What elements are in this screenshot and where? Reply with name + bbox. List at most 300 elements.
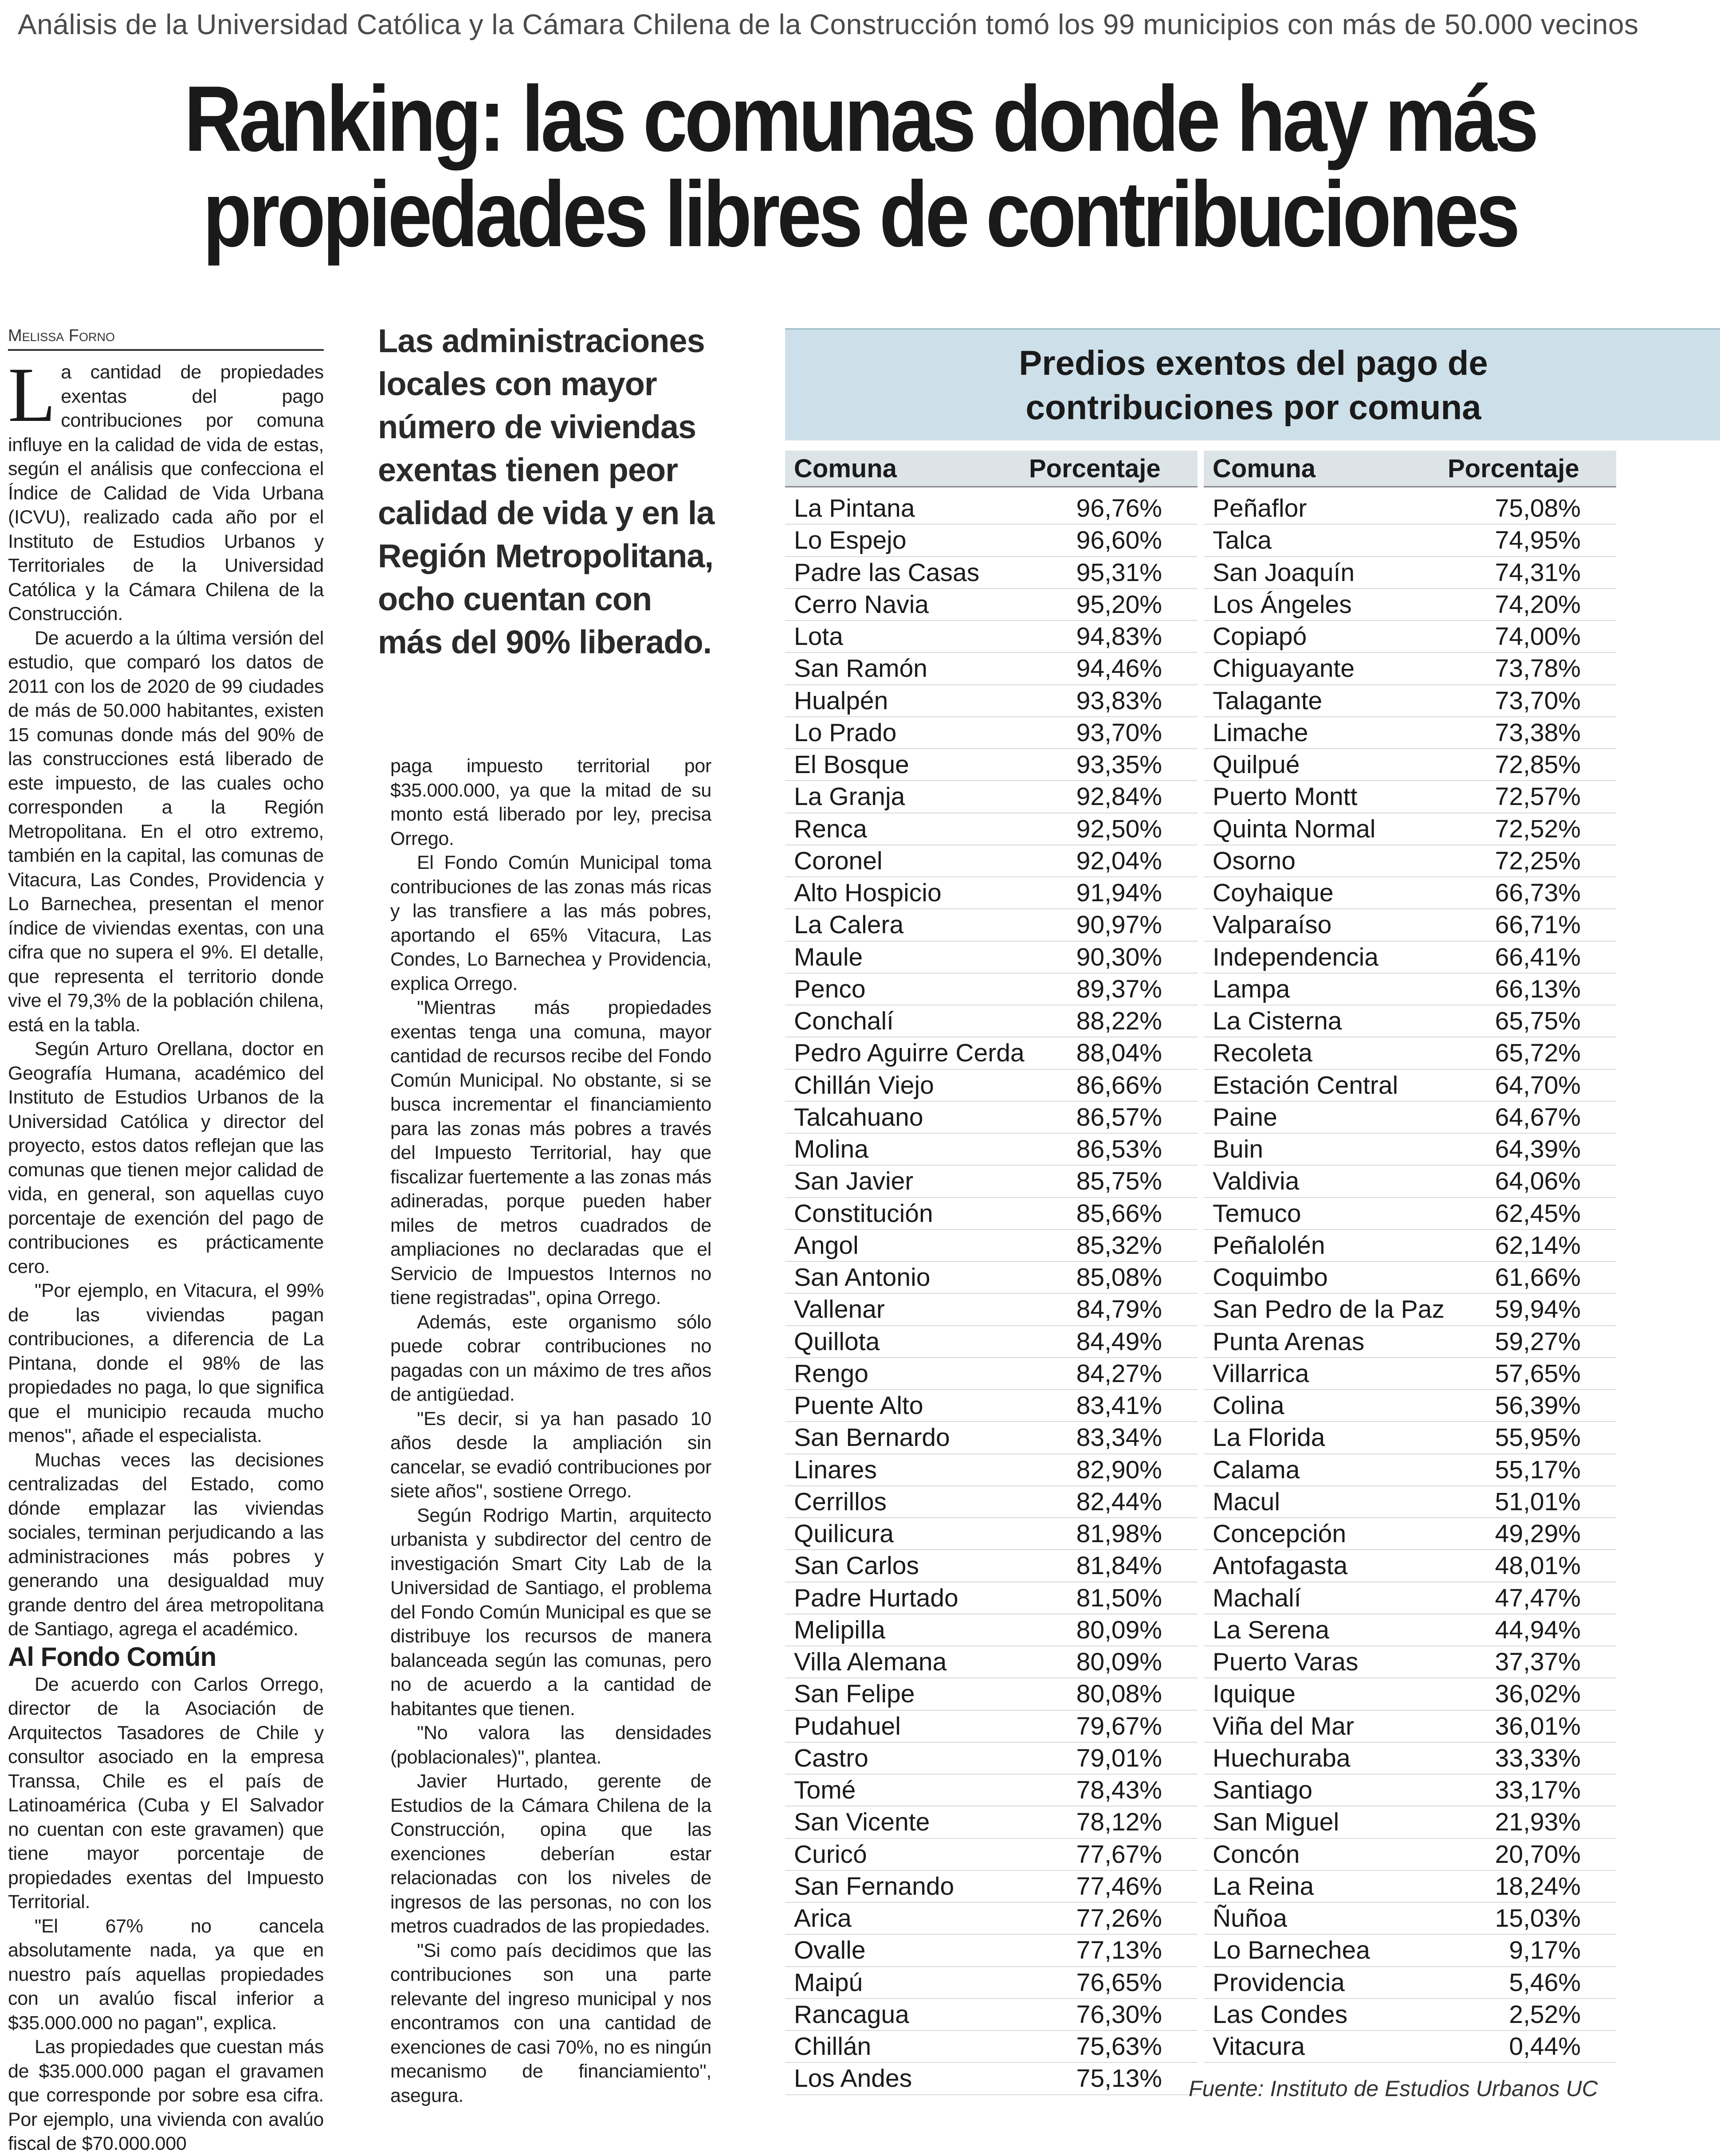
exemption-percentage: 73,38%	[1495, 718, 1581, 747]
exemption-percentage: 77,13%	[1076, 1936, 1162, 1965]
table-row	[1204, 974, 1616, 1005]
exemption-percentage: 82,44%	[1076, 1487, 1162, 1516]
exemption-percentage: 85,32%	[1076, 1231, 1162, 1260]
table-row	[1204, 1999, 1616, 2031]
table-row	[785, 2063, 1198, 2095]
exemption-percentage: 86,66%	[1076, 1071, 1162, 1100]
table-row	[785, 1583, 1198, 1614]
comuna-name: Valdivia	[1213, 1167, 1300, 1196]
exemption-percentage: 44,94%	[1495, 1615, 1581, 1644]
table-row	[785, 1614, 1198, 1646]
exemption-percentage: 74,00%	[1495, 622, 1581, 651]
comuna-name: Quilicura	[794, 1520, 894, 1548]
comuna-name: Arica	[794, 1904, 852, 1933]
table-row	[1204, 1454, 1616, 1486]
table-row	[785, 877, 1198, 909]
table-row	[1204, 1166, 1616, 1198]
exemption-percentage: 95,31%	[1076, 558, 1162, 587]
exemption-percentage: 57,65%	[1495, 1359, 1581, 1388]
headline-line-1: Ranking: las comunas donde hay más	[184, 67, 1536, 171]
article-paragraph: "Mientras más propiedades exentas tenga una comuna, mayor cantidad de recursos recibe del Fondo Común Municipal. No obstante, si se busca incrementar el financiamiento para las zonas más pobres a través del Impuesto Territorial, hay que fiscalizar fuertemente a las zonas más adineradas, porque pueden haber miles de metros cuadrados de ampliaciones no declaradas que el Servicio de Impuestos Internos no tiene registradas", opina Orrego.	[390, 997, 711, 1308]
article-paragraph: Según Rodrigo Martin, arquitecto urbanista y subdirector del centro de investigación Smart City Lab de la Universidad de Santiago, el problema del Fondo Común Municipal es que se distribuye los recursos de manera balanceada según las comunas, pero no de acuerdo a la cantidad de habitantes que tienen.	[390, 1504, 711, 1720]
table-row	[785, 1839, 1198, 1871]
exemption-percentage: 64,67%	[1495, 1103, 1581, 1131]
table-row	[1204, 1775, 1616, 1806]
exemption-percentage: 93,35%	[1076, 750, 1162, 779]
article-paragraph: "Si como país decidimos que las contribuciones son una parte relevante del ingreso municipal y nos encontramos con una cantidad de exenciones de casi 70%, no es ningún mecanismo de financiamiento", asegura.	[390, 1940, 711, 2106]
exemption-percentage: 9,17%	[1509, 1936, 1581, 1965]
table-row	[785, 1005, 1198, 1037]
table-row	[1204, 1518, 1616, 1550]
table-row	[785, 813, 1198, 845]
exemption-percentage: 36,01%	[1495, 1712, 1581, 1740]
comuna-name: La Granja	[794, 782, 905, 811]
table-column-left	[785, 451, 1198, 2095]
exemption-percentage: 73,70%	[1495, 686, 1581, 715]
exemption-percentage: 75,63%	[1076, 2032, 1162, 2061]
article-paragraph: Muchas veces las decisiones centralizadas del Estado, como dónde emplazar las viviendas sociales, terminan perjudicando a las administraciones más pobres y generando una desigualdad muy grande dentro del área metropolitana de Santiago, agrega el académico.	[8, 1449, 324, 1640]
comuna-name: Talagante	[1213, 686, 1323, 715]
table-row	[785, 1422, 1198, 1454]
table-row	[1204, 621, 1616, 653]
table-row	[1204, 1390, 1616, 1422]
article-column-1	[8, 352, 324, 2156]
article-paragraph: Según Arturo Orellana, doctor en Geografía Humana, académico del Instituto de Estudios Urbanos de la Universidad Católica y director del proyecto, estos datos reflejan que las comunas que tienen mejor calidad de vida, en general, son aquellas cuyo porcentaje de exención del pago de contribuciones es prácticamente cero.	[8, 1038, 324, 1277]
exemption-percentage: 72,85%	[1495, 750, 1581, 779]
comuna-name: San Vicente	[794, 1808, 930, 1837]
comuna-name: La Cisterna	[1213, 1007, 1342, 1036]
comuna-name: Santiago	[1213, 1776, 1313, 1805]
exemption-percentage: 82,90%	[1076, 1455, 1162, 1484]
comuna-name: Lo Espejo	[794, 526, 907, 555]
table-row	[1204, 685, 1616, 717]
comuna-name: Renca	[794, 814, 867, 843]
exemption-percentage: 92,84%	[1076, 782, 1162, 811]
comuna-name: Talca	[1213, 526, 1272, 555]
comuna-name: San Javier	[794, 1167, 914, 1196]
comuna-name: Chillán	[794, 2032, 872, 2061]
table-row	[1204, 1743, 1616, 1775]
table-row	[785, 557, 1198, 589]
drop-cap: L	[8, 352, 56, 438]
comuna-name: San Joaquín	[1213, 558, 1355, 587]
table-row	[785, 1903, 1198, 1935]
comuna-name: San Pedro de la Paz	[1213, 1295, 1445, 1324]
exemption-percentage: 85,08%	[1076, 1263, 1162, 1292]
comuna-name: Independencia	[1213, 943, 1379, 971]
headline	[120, 67, 1599, 266]
table-row	[1204, 653, 1616, 685]
table-row	[785, 1711, 1198, 1743]
exemption-percentage: 65,75%	[1495, 1007, 1581, 1036]
comuna-name: Villa Alemana	[794, 1648, 947, 1677]
exemption-percentage: 61,66%	[1495, 1263, 1581, 1292]
comuna-name: Paine	[1213, 1103, 1277, 1131]
exemption-percentage: 65,72%	[1495, 1039, 1581, 1068]
table-row	[785, 1967, 1198, 1999]
exemption-percentage: 49,29%	[1495, 1520, 1581, 1548]
exemption-percentage: 72,57%	[1495, 782, 1581, 811]
comuna-name: Macul	[1213, 1487, 1280, 1516]
table-row	[785, 781, 1198, 813]
table-row	[785, 589, 1198, 621]
table-row	[1204, 2031, 1616, 2063]
exemption-percentage: 85,66%	[1076, 1199, 1162, 1228]
exemption-percentage: 73,78%	[1495, 654, 1581, 683]
table-header-row	[785, 451, 1198, 487]
comuna-name: San Carlos	[794, 1551, 919, 1580]
comuna-name: Punta Arenas	[1213, 1327, 1365, 1356]
table-row	[1204, 1839, 1616, 1871]
comuna-name: Curicó	[794, 1840, 867, 1869]
comuna-name: Colina	[1213, 1391, 1284, 1420]
exemption-percentage: 66,71%	[1495, 911, 1581, 939]
article-paragraph: paga impuesto territorial por $35.000.000, ya que la mitad de su monto está liberado por ley, precisa Orrego.	[390, 755, 711, 849]
table-row	[1204, 749, 1616, 781]
table-row	[785, 653, 1198, 685]
table-row	[785, 1166, 1198, 1198]
comuna-name: Calama	[1213, 1455, 1300, 1484]
exemption-percentage: 92,50%	[1076, 814, 1162, 843]
table-row	[785, 1198, 1198, 1230]
comuna-name: Constitución	[794, 1199, 933, 1228]
table-row	[1204, 1358, 1616, 1390]
table-row	[785, 1518, 1198, 1550]
exemption-percentage: 80,09%	[1076, 1615, 1162, 1644]
table-row	[785, 1358, 1198, 1390]
table-row	[785, 1871, 1198, 1903]
comuna-name: Molina	[794, 1135, 868, 1164]
comuna-name: Copiapó	[1213, 622, 1307, 651]
table-title-line-1: Predios exentos del pago de	[1019, 343, 1488, 382]
exemption-percentage: 48,01%	[1495, 1551, 1581, 1580]
table-row	[785, 493, 1198, 525]
comuna-name: Ovalle	[794, 1936, 866, 1965]
comuna-name: Padre las Casas	[794, 558, 980, 587]
table-row	[785, 1454, 1198, 1486]
comuna-name: Lo Barnechea	[1213, 1936, 1370, 1965]
table-row	[1204, 1646, 1616, 1678]
table-row	[1204, 493, 1616, 525]
table-title	[785, 328, 1720, 440]
byline: Melissa Forno	[8, 326, 324, 351]
comuna-name: Maipú	[794, 1968, 863, 1997]
comuna-name: Pedro Aguirre Cerda	[794, 1039, 1025, 1068]
comuna-name: La Florida	[1213, 1423, 1325, 1452]
exemption-percentage: 78,12%	[1076, 1808, 1162, 1837]
comuna-name: La Reina	[1213, 1872, 1314, 1901]
table-row	[785, 974, 1198, 1005]
table-row	[785, 1999, 1198, 2031]
table-row	[785, 2031, 1198, 2063]
exemption-percentage: 95,20%	[1076, 590, 1162, 619]
table-row	[785, 1294, 1198, 1326]
table-row	[1204, 1070, 1616, 1102]
exemption-percentage: 94,46%	[1076, 654, 1162, 683]
table-row	[1204, 589, 1616, 621]
exemption-percentage: 86,53%	[1076, 1135, 1162, 1164]
table-row	[1204, 813, 1616, 845]
comuna-name: Linares	[794, 1455, 877, 1484]
exemption-percentage: 64,39%	[1495, 1135, 1581, 1164]
article-paragraph: "No valora las densidades (poblacionales)", plantea.	[390, 1722, 711, 1768]
comuna-name: San Bernardo	[794, 1423, 950, 1452]
comuna-name: Alto Hospicio	[794, 879, 942, 907]
comuna-name: Recoleta	[1213, 1039, 1312, 1068]
comuna-name: Lota	[794, 622, 843, 651]
exemption-percentage: 72,52%	[1495, 814, 1581, 843]
table-row	[785, 1134, 1198, 1166]
table-row	[785, 909, 1198, 941]
exemption-percentage: 20,70%	[1495, 1840, 1581, 1869]
comuna-name: Las Condes	[1213, 2000, 1348, 2029]
table-column-right	[1204, 451, 1616, 2063]
table-row	[1204, 1037, 1616, 1069]
table-row	[1204, 1583, 1616, 1614]
comuna-name: Huechuraba	[1213, 1744, 1351, 1772]
exemption-percentage: 59,27%	[1495, 1327, 1581, 1356]
table-row	[1204, 1486, 1616, 1518]
comuna-name: Machalí	[1213, 1583, 1301, 1612]
comuna-name: Los Ángeles	[1213, 590, 1352, 619]
exemption-percentage: 74,20%	[1495, 590, 1581, 619]
table-rows-left	[785, 487, 1198, 2095]
exemption-percentage: 78,43%	[1076, 1776, 1162, 1805]
exemption-percentage: 96,76%	[1076, 494, 1162, 523]
article-paragraph: "Es decir, si ya han pasado 10 años desde la ampliación sin cancelar, se evadió contribuciones por siete años", sostiene Orrego.	[390, 1408, 711, 1502]
comuna-name: Puerto Montt	[1213, 782, 1358, 811]
column-header-porcentaje: Porcentaje	[1029, 454, 1161, 483]
comuna-name: Ñuñoa	[1213, 1904, 1287, 1933]
exemption-percentage: 75,13%	[1076, 2064, 1162, 2093]
comuna-name: Puente Alto	[794, 1391, 923, 1420]
table-row	[785, 1262, 1198, 1294]
comuna-name: San Fernando	[794, 1872, 954, 1901]
table-row	[785, 525, 1198, 557]
exemption-percentage: 77,46%	[1076, 1872, 1162, 1901]
exemption-percentage: 83,41%	[1076, 1391, 1162, 1420]
comuna-name: Pudahuel	[794, 1712, 901, 1740]
article-paragraph: De acuerdo con Carlos Orrego, director de la Asociación de Arquitectos Tasadores de Chile y consultor asociado en la empresa Transsa, Chile es el país de Latinoamérica (Cuba y El Salvador no cuentan con este gravamen) que tiene mayor porcentaje de propiedades exentas del Impuesto Territorial.	[8, 1673, 324, 1913]
table-row	[1204, 1935, 1616, 1967]
table-row	[1204, 1134, 1616, 1166]
table-row	[1204, 877, 1616, 909]
article-paragraph: "El 67% no cancela absolutamente nada, ya que en nuestro país aquellas propiedades con un avalúo fiscal inferior a $35.000.000 no pagan", explica.	[8, 1915, 324, 2034]
exemption-percentage: 55,17%	[1495, 1455, 1581, 1484]
exemption-percentage: 83,34%	[1076, 1423, 1162, 1452]
exemption-percentage: 47,47%	[1495, 1583, 1581, 1612]
comuna-name: El Bosque	[794, 750, 909, 779]
comuna-name: Chiguayante	[1213, 654, 1355, 683]
exemption-percentage: 80,09%	[1076, 1648, 1162, 1677]
comuna-name: Conchalí	[794, 1007, 894, 1036]
comuna-name: Providencia	[1213, 1968, 1345, 1997]
comuna-name: Cerro Navia	[794, 590, 929, 619]
table-row	[1204, 1614, 1616, 1646]
comuna-name: La Serena	[1213, 1615, 1330, 1644]
table-row	[1204, 1230, 1616, 1262]
comuna-name: Concón	[1213, 1840, 1300, 1869]
comuna-name: Iquique	[1213, 1680, 1296, 1708]
comuna-name: Maule	[794, 943, 863, 971]
exemption-percentage: 79,01%	[1076, 1744, 1162, 1772]
comuna-name: Coquimbo	[1213, 1263, 1328, 1292]
exemption-percentage: 81,98%	[1076, 1520, 1162, 1548]
comuna-name: Peñaflor	[1213, 494, 1307, 523]
table-row	[785, 1806, 1198, 1838]
table-row	[785, 717, 1198, 749]
comuna-name: Puerto Varas	[1213, 1648, 1359, 1677]
comuna-name: La Calera	[794, 911, 904, 939]
table-title-line-2: contribuciones por comuna	[1025, 388, 1481, 427]
comuna-name: Talcahuano	[794, 1103, 923, 1131]
table-row	[1204, 1422, 1616, 1454]
table-row	[1204, 525, 1616, 557]
table-row	[1204, 1262, 1616, 1294]
comuna-name: Cerrillos	[794, 1487, 887, 1516]
exemption-percentage: 90,97%	[1076, 911, 1162, 939]
article-paragraph: Las propiedades que cuestan más de $35.000.000 pagan el gravamen que corresponde por sobre esa cifra. Por ejemplo, una vivienda con avalúo fiscal de $70.000.000	[8, 2036, 324, 2154]
comuna-name: Quinta Normal	[1213, 814, 1376, 843]
exemption-percentage: 93,83%	[1076, 686, 1162, 715]
column-header-comuna: Comuna	[794, 454, 897, 483]
table-row	[785, 621, 1198, 653]
table-source: Fuente: Instituto de Estudios Urbanos UC	[1189, 2076, 1598, 2101]
exemption-percentage: 77,67%	[1076, 1840, 1162, 1869]
comuna-name: La Pintana	[794, 494, 915, 523]
table-row	[785, 1646, 1198, 1678]
comuna-name: Angol	[794, 1231, 859, 1260]
table-row	[1204, 1967, 1616, 1999]
comuna-name: Rancagua	[794, 2000, 909, 2029]
table-row	[785, 1935, 1198, 1967]
table-header-row	[1204, 451, 1616, 487]
exemption-percentage: 51,01%	[1495, 1487, 1581, 1516]
table-row	[785, 685, 1198, 717]
table-row	[1204, 1903, 1616, 1935]
exemption-percentage: 33,17%	[1495, 1776, 1581, 1805]
exemption-percentage: 84,49%	[1076, 1327, 1162, 1356]
article-paragraph: La cantidad de propiedades exentas del pago contribuciones por comuna influye en la calidad de vida de estas, según el análisis que confecciona el Índice de Calidad de Vida Urbana (ICVU), realizado cada año por el Instituto de Estudios Urbanos y Territoriales de la Universidad Católica y la Cámara Chilena de la Construcción.	[8, 352, 324, 624]
comuna-name: Quilpué	[1213, 750, 1300, 779]
headline-line-2: propiedades libres de contribuciones	[203, 162, 1517, 266]
comuna-name: Coronel	[794, 846, 883, 875]
exemption-percentage: 64,70%	[1495, 1071, 1581, 1100]
comuna-name: Penco	[794, 974, 866, 1003]
table-row	[785, 1775, 1198, 1806]
table-row	[785, 1550, 1198, 1582]
table-row	[785, 1390, 1198, 1422]
exemption-percentage: 55,95%	[1495, 1423, 1581, 1452]
exemption-percentage: 91,94%	[1076, 879, 1162, 907]
comuna-name: Concepción	[1213, 1520, 1347, 1548]
table-row	[785, 1326, 1198, 1358]
exemption-percentage: 66,13%	[1495, 974, 1581, 1003]
table-row	[785, 1037, 1198, 1069]
table-row	[785, 749, 1198, 781]
comuna-name: Quillota	[794, 1327, 880, 1356]
exemption-percentage: 76,30%	[1076, 2000, 1162, 2029]
exemption-percentage: 88,22%	[1076, 1007, 1162, 1036]
table-row	[1204, 1550, 1616, 1582]
exemption-percentage: 92,04%	[1076, 846, 1162, 875]
exemption-percentage: 59,94%	[1495, 1295, 1581, 1324]
exemption-percentage: 0,44%	[1509, 2032, 1581, 2061]
table-row	[1204, 1198, 1616, 1230]
kicker: Análisis de la Universidad Católica y la Cámara Chilena de la Construcción tomó los 99 municipios con más de 50.000 vecinos	[18, 8, 1639, 40]
comuna-name: Vallenar	[794, 1295, 885, 1324]
exemption-percentage: 81,84%	[1076, 1551, 1162, 1580]
exemption-percentage: 89,37%	[1076, 974, 1162, 1003]
exemption-percentage: 2,52%	[1509, 2000, 1581, 2029]
exemption-percentage: 94,83%	[1076, 622, 1162, 651]
table-row	[1204, 717, 1616, 749]
exemption-percentage: 81,50%	[1076, 1583, 1162, 1612]
table-row	[785, 1743, 1198, 1775]
comuna-name: Viña del Mar	[1213, 1712, 1354, 1740]
comuna-name: San Antonio	[794, 1263, 931, 1292]
comuna-name: Castro	[794, 1744, 868, 1772]
exemption-percentage: 84,79%	[1076, 1295, 1162, 1324]
table-row	[1204, 1678, 1616, 1710]
article-paragraph: De acuerdo a la última versión del estudio, que comparó los datos de 2011 con los de 2020 de 99 ciudades de más de 50.000 habitantes, existen 15 comunas donde más del 90% de las construcciones está liberado de este impuesto, de las cuales ocho corresponden a la Región Metropolitana. En el otro extremo, también en la capital, las comunas de Vitacura, Las Condes, Providencia y Lo Barnechea, presentan el menor índice de viviendas exentas, con una cifra que no supera el 9%. El detalle, que representa el territorio donde vive el 79,3% de la población chilena, está en la tabla.	[8, 627, 324, 1036]
article-paragraph: "Por ejemplo, en Vitacura, el 99% de las viviendas pagan contribuciones, a diferencia de La Pintana, donde el 98% de las propiedades no paga, lo que significa que el municipio recauda mucho menos", añade el especialista.	[8, 1280, 324, 1446]
table-row	[1204, 845, 1616, 877]
exemption-percentage: 36,02%	[1495, 1680, 1581, 1708]
comuna-name: Padre Hurtado	[794, 1583, 958, 1612]
comuna-name: Valparaíso	[1213, 911, 1332, 939]
comuna-name: Lo Prado	[794, 718, 897, 747]
comuna-name: Vitacura	[1213, 2032, 1305, 2061]
comuna-name: Rengo	[794, 1359, 868, 1388]
comuna-name: Osorno	[1213, 846, 1296, 875]
exemption-percentage: 74,31%	[1495, 558, 1581, 587]
table-row	[1204, 557, 1616, 589]
deck-quote: Las administraciones locales con mayor número de viviendas exentas tienen peor calidad de vida y en la Región Metropolitana, ocho cuentan con más del 90% liberado.	[378, 322, 715, 660]
comuna-name: Melipilla	[794, 1615, 885, 1644]
table-row	[1204, 1294, 1616, 1326]
exemption-percentage: 79,67%	[1076, 1712, 1162, 1740]
table-row	[1204, 1871, 1616, 1903]
table-row	[1204, 1711, 1616, 1743]
table-row	[785, 1102, 1198, 1134]
comuna-name: Los Andes	[794, 2064, 912, 2093]
table-row	[785, 1678, 1198, 1710]
table-row	[785, 1070, 1198, 1102]
table-row	[1204, 1326, 1616, 1358]
table-row	[785, 845, 1198, 877]
exemption-percentage: 72,25%	[1495, 846, 1581, 875]
exemption-percentage: 86,57%	[1076, 1103, 1162, 1131]
table-row	[785, 1230, 1198, 1262]
exemption-percentage: 76,65%	[1076, 1968, 1162, 1997]
table-row	[785, 1486, 1198, 1518]
column-header-porcentaje: Porcentaje	[1448, 454, 1579, 483]
comuna-name: Hualpén	[794, 686, 888, 715]
exemption-percentage: 56,39%	[1495, 1391, 1581, 1420]
exemption-percentage: 93,70%	[1076, 718, 1162, 747]
comuna-name: San Ramón	[794, 654, 928, 683]
article-subhead: Al Fondo Común	[8, 1642, 216, 1672]
exemption-percentage: 84,27%	[1076, 1359, 1162, 1388]
table-row	[1204, 781, 1616, 813]
comuna-name: Tomé	[794, 1776, 856, 1805]
table-rows-right	[1204, 487, 1616, 2063]
exemption-percentage: 18,24%	[1495, 1872, 1581, 1901]
comuna-name: San Miguel	[1213, 1808, 1339, 1837]
comuna-name: Buin	[1213, 1135, 1264, 1164]
comuna-name: Antofagasta	[1213, 1551, 1348, 1580]
